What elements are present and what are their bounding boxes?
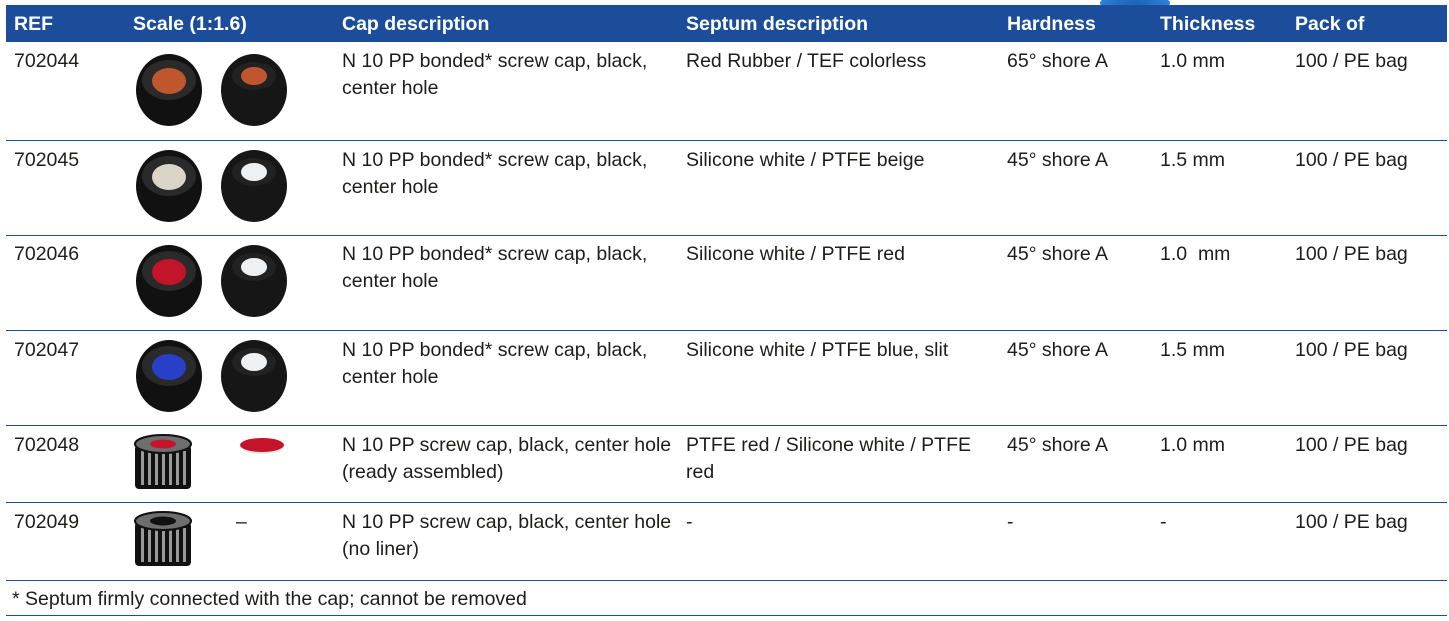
table-row [6, 425, 1447, 503]
pack-cell: 100 / PE bag [1295, 434, 1408, 456]
header-septum: Septum description [686, 13, 869, 35]
thickness-cell: 1.0 mm [1160, 434, 1226, 456]
hardness-cell: 45° shore A [1007, 149, 1109, 171]
cap-cell: N 10 PP bonded* screw cap, black, center hole [342, 339, 648, 388]
thickness-cell: 1.0 mm [1160, 243, 1231, 265]
cap-cell: N 10 PP screw cap, black, center hole (no liner) [342, 511, 672, 560]
cap-cell: N 10 PP screw cap, black, center hole (ready assembled) [342, 434, 672, 483]
ref-cell: 702048 [14, 434, 80, 456]
cap-cell: N 10 PP bonded* screw cap, black, center hole [342, 50, 648, 99]
septum-cell: Silicone white / PTFE beige [686, 149, 925, 171]
cap-top-view-image [130, 150, 210, 226]
septum-cell: Red Rubber / TEF colorless [686, 50, 927, 72]
thickness-cell: - [1160, 511, 1167, 533]
footer-divider [6, 615, 1447, 616]
thickness-cell: 1.0 mm [1160, 50, 1226, 72]
table-row [6, 502, 1447, 581]
cap-side-view-image [216, 340, 296, 416]
table-row [6, 140, 1447, 236]
septum-cell: - [686, 511, 693, 533]
ref-cell: 702047 [14, 339, 80, 361]
table-row [6, 42, 1447, 141]
cap-top-view-image [130, 245, 210, 321]
pack-cell: 100 / PE bag [1295, 50, 1408, 72]
scale-empty-dash: – [236, 511, 247, 533]
header-thickness: Thickness [1160, 13, 1256, 35]
table-row [6, 330, 1447, 426]
cap-drawing-image [132, 510, 194, 570]
pack-cell: 100 / PE bag [1295, 339, 1408, 361]
header-pack: Pack of [1295, 13, 1365, 35]
cap-drawing-image [132, 433, 194, 493]
hardness-cell: 65° shore A [1007, 50, 1109, 72]
header-hardness: Hardness [1007, 13, 1096, 35]
table-row [6, 235, 1447, 331]
table-header [6, 5, 1447, 42]
pack-cell: 100 / PE bag [1295, 149, 1408, 171]
septum-cell: Silicone white / PTFE blue, slit [686, 339, 949, 361]
footnote: * Septum firmly connected with the cap; cannot be removed [12, 588, 527, 610]
header-scale: Scale (1:1.6) [133, 13, 247, 35]
hardness-cell: 45° shore A [1007, 339, 1109, 361]
ref-cell: 702049 [14, 511, 80, 533]
ref-cell: 702045 [14, 149, 80, 171]
ref-cell: 702044 [14, 50, 80, 72]
header-cap: Cap description [342, 13, 490, 35]
cap-cell: N 10 PP bonded* screw cap, black, center hole [342, 243, 648, 292]
septum-cell: PTFE red / Silicone white / PTFE red [686, 434, 972, 483]
cap-cell: N 10 PP bonded* screw cap, black, center hole [342, 149, 648, 198]
thickness-cell: 1.5 mm [1160, 339, 1226, 361]
cap-side-view-image [216, 150, 296, 226]
ref-cell: 702046 [14, 243, 80, 265]
pack-cell: 100 / PE bag [1295, 511, 1408, 533]
cap-top-view-image [130, 340, 210, 416]
hardness-cell: 45° shore A [1007, 434, 1109, 456]
cap-side-view-image [216, 54, 296, 130]
header-ref: REF [14, 13, 53, 35]
septum-cell: Silicone white / PTFE red [686, 243, 905, 265]
thickness-cell: 1.5 mm [1160, 149, 1226, 171]
cap-side-view-image [216, 245, 296, 321]
pack-cell: 100 / PE bag [1295, 243, 1408, 265]
hardness-cell: - [1007, 511, 1014, 533]
hardness-cell: 45° shore A [1007, 243, 1109, 265]
septum-disc-image [236, 435, 288, 457]
